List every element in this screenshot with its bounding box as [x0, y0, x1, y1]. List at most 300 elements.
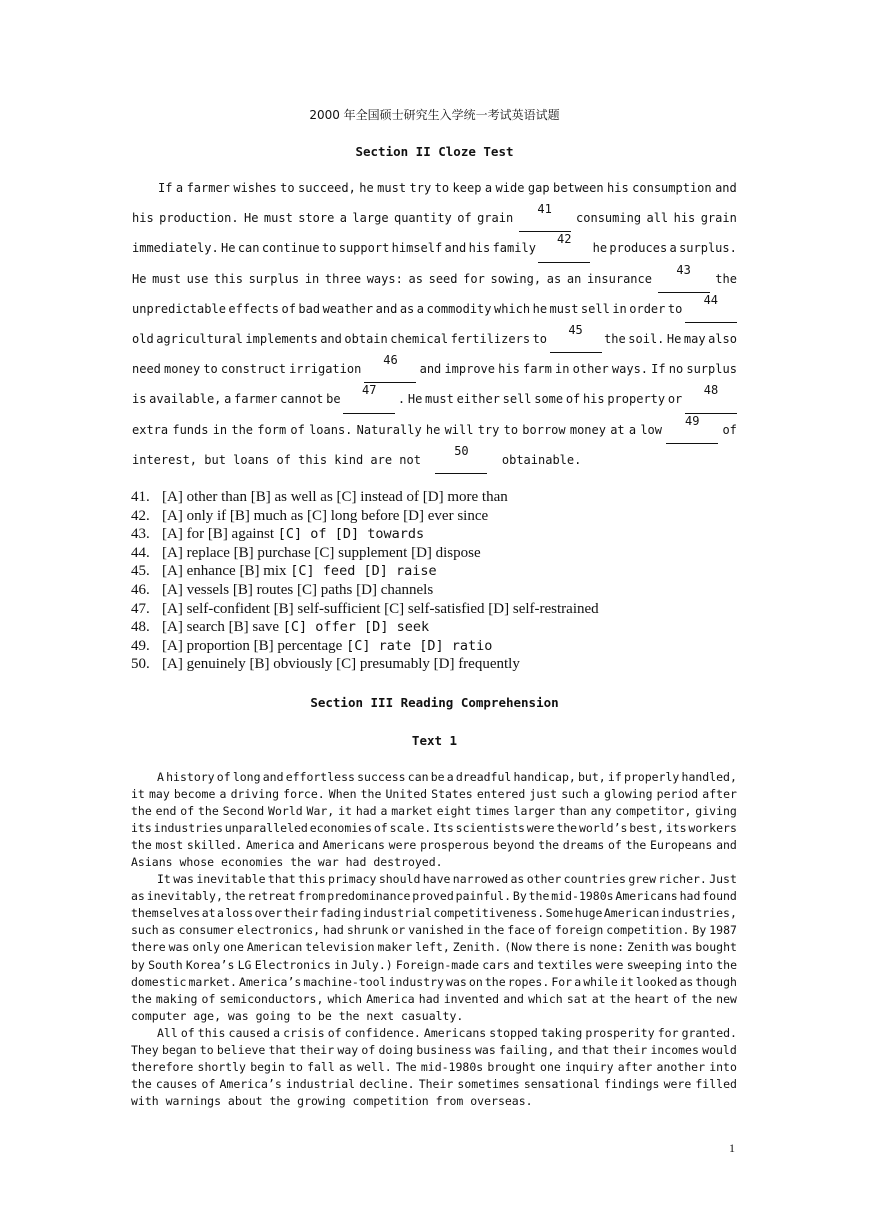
cloze-word: weather [322, 301, 374, 316]
cloze-word: use [186, 271, 209, 286]
cloze-word: try [409, 181, 432, 195]
cloze-word: or [667, 392, 683, 407]
option-number: 46. [131, 581, 150, 598]
reading-word: a [593, 787, 600, 802]
reading-word: which [327, 991, 363, 1006]
reading-word: industries [153, 821, 223, 836]
cloze-word: the [715, 271, 737, 286]
option-row [131, 637, 599, 656]
cloze-blank: 47 [343, 383, 395, 413]
cloze-word: production. [159, 211, 239, 226]
cloze-word: low [640, 422, 662, 437]
reading-word: entered [476, 787, 526, 802]
cloze-word: If [651, 362, 666, 377]
reading-word: textiles [537, 957, 593, 972]
cloze-word: to [667, 301, 683, 316]
option-row [131, 655, 599, 674]
reading-line [131, 820, 737, 837]
reading-word: began [161, 1042, 197, 1057]
reading-line: computer age, was going to be the next casualty. [131, 1008, 464, 1023]
reading-word: of [327, 1025, 342, 1040]
cloze-word: his [673, 211, 696, 226]
reading-word: world’s [578, 821, 628, 836]
reading-word: that [581, 1042, 610, 1057]
reading-word: electronics, [236, 923, 321, 938]
reading-word: of [537, 923, 552, 938]
reading-word: shrunk [346, 923, 389, 938]
reading-word: and [298, 838, 319, 853]
reading-word: ropes. [507, 974, 550, 989]
cloze-word: obtain [344, 331, 388, 346]
reading-word: Electronics [254, 957, 331, 972]
cloze-word: sell [580, 301, 610, 316]
cloze-word: in [612, 301, 627, 316]
reading-word: business [416, 1042, 472, 1057]
cloze-word: bad [298, 301, 321, 316]
reading-word: industrial [285, 1076, 356, 1091]
cloze-word: form [257, 422, 287, 437]
reading-word: in [466, 923, 481, 938]
reading-word: the [538, 838, 560, 853]
cloze-word: between [553, 181, 604, 195]
text1-heading: Text 1 [411, 733, 458, 748]
reading-word: Some [545, 906, 574, 921]
cloze-word: property [607, 392, 666, 407]
reading-word: War, [306, 804, 335, 819]
option-choices: [A] vessels [B] routes [C] paths [D] channels [162, 581, 434, 598]
reading-word: only [192, 940, 221, 955]
cloze-word: is [132, 392, 147, 407]
cloze-word: need [132, 362, 161, 377]
reading-word: effortless [285, 770, 355, 784]
reading-word: taking [540, 1025, 583, 1040]
reading-word: consumer [178, 923, 234, 938]
reading-word: crisis [283, 1025, 325, 1040]
reading-word: end [155, 804, 177, 819]
reading-word: primacy [328, 872, 377, 887]
reading-word: after [702, 787, 737, 802]
option-number: 42. [131, 507, 150, 524]
cloze-word: store [298, 211, 335, 226]
reading-word: the [691, 991, 713, 1006]
cloze-word: commodity [426, 301, 492, 316]
reading-word: vanished [408, 923, 464, 938]
option-row [131, 600, 599, 619]
reading-line [131, 871, 737, 888]
reading-word: Korea’s [185, 957, 235, 972]
reading-word: television [305, 940, 375, 955]
reading-word: to [199, 1042, 214, 1057]
cloze-word: old [132, 331, 154, 346]
reading-word: domestic [131, 974, 187, 989]
reading-word: All [157, 1025, 178, 1040]
reading-word: United [385, 787, 428, 802]
cloze-word: ways: [366, 271, 403, 286]
reading-word: American [246, 940, 303, 955]
cloze-word: to [434, 181, 450, 195]
cloze-word: his [468, 241, 491, 256]
reading-word: their [299, 1042, 335, 1057]
cloze-word: unpredictable [132, 301, 226, 316]
cloze-word: to [503, 422, 519, 437]
reading-word: a [574, 974, 582, 989]
reading-word: if [607, 770, 622, 784]
reading-word: to [289, 1059, 303, 1074]
reading-word: therefore [131, 1059, 194, 1074]
reading-word: of [201, 991, 216, 1006]
cloze-word: agricultural [156, 331, 243, 346]
reading-word: causes [155, 1076, 198, 1091]
cloze-blank: 43 [658, 263, 710, 293]
reading-word: none: [589, 940, 625, 955]
cloze-word: insurance [586, 271, 652, 286]
reading-word: inevitable [196, 872, 266, 887]
reading-word: become [173, 787, 216, 802]
reading-word: themselves [131, 906, 201, 921]
cloze-word: his [607, 181, 629, 195]
reading-word: the [625, 838, 647, 853]
reading-word: the [198, 804, 219, 819]
reading-word: the [131, 804, 152, 819]
cloze-word: He [666, 331, 682, 346]
reading-line [131, 974, 737, 991]
reading-word: and [503, 991, 524, 1006]
reading-word: just [529, 787, 558, 802]
cloze-word: consuming [576, 211, 642, 226]
reading-word: America’s [219, 1076, 282, 1091]
cloze-word: and [715, 181, 737, 195]
reading-word: inquiry [565, 1059, 614, 1074]
reading-word: a [216, 906, 224, 921]
reading-word: believe [216, 1042, 266, 1057]
reading-word: it [619, 974, 634, 989]
reading-word: at [201, 906, 216, 921]
cloze-word: a [669, 241, 677, 256]
reading-word: long [232, 770, 261, 784]
reading-word: there [534, 940, 570, 955]
option-choices: [A] self-confident [B] self-sufficient [C] self-satisfied [D] self-restrained [162, 600, 599, 617]
reading-word: loss [225, 906, 254, 921]
cloze-word: If [158, 181, 173, 195]
reading-word: unparalleled [224, 821, 308, 836]
reading-word: Americans [615, 889, 678, 904]
reading-word: mid-1980s [420, 1059, 484, 1074]
option-row [131, 507, 599, 526]
reading-word: their [612, 1042, 648, 1057]
reading-word: force. [283, 787, 325, 802]
reading-word: countries [563, 872, 626, 887]
reading-word: Zenith. [452, 940, 502, 955]
cloze-line [132, 202, 737, 240]
reading-word: as [161, 923, 176, 938]
reading-word: should [378, 872, 421, 887]
cloze-word: must [152, 271, 182, 286]
cloze-word: implements [245, 331, 318, 346]
cloze-word: other [572, 362, 609, 377]
reading-word: sat [566, 991, 588, 1006]
cloze-word: seed [428, 271, 458, 286]
cloze-word: family [492, 241, 536, 256]
cloze-text: interest, but loans of this kind are not [132, 452, 436, 467]
reading-word: and [716, 838, 737, 853]
reading-word: Americans [423, 1025, 487, 1040]
cloze-word: to [280, 181, 295, 195]
reading-word: were [526, 821, 555, 836]
reading-line: Asians whose economies the war had destroyed. [131, 855, 443, 870]
cloze-word: He [132, 271, 147, 286]
option-choices-mono: [C] offer [D] seek [282, 619, 430, 636]
reading-word: They [131, 1042, 159, 1057]
reading-word: workers [688, 821, 737, 836]
reading-word: it [338, 804, 352, 819]
cloze-word: the [231, 422, 254, 437]
reading-word: (Now [504, 940, 532, 955]
cloze-word: keep [452, 181, 482, 195]
cloze-word: try [477, 422, 500, 437]
reading-word: invented [443, 991, 500, 1006]
reading-word: as [338, 1059, 353, 1074]
cloze-options-list [131, 488, 599, 674]
cloze-word: which [493, 301, 531, 316]
cloze-word: order [629, 301, 666, 316]
reading-word: Its [433, 821, 454, 836]
reading-word: for [657, 1025, 679, 1040]
reading-word: and [557, 1042, 579, 1057]
section-iii-heading: Section III Reading Comprehension [310, 695, 559, 710]
cloze-word: effects [228, 301, 279, 316]
cloze-word: gap [527, 181, 550, 195]
reading-line [131, 786, 737, 803]
cloze-word: succeed, [298, 181, 356, 195]
reading-word: foreign [554, 923, 604, 938]
cloze-word: improve [444, 362, 496, 377]
cloze-word: available, [149, 392, 222, 407]
reading-word: Foreign-made [395, 957, 480, 972]
cloze-word: borrow [522, 422, 566, 437]
reading-word: the [484, 974, 506, 989]
cloze-word: quantity [393, 211, 452, 226]
reading-word: had [679, 889, 701, 904]
reading-word: By [512, 889, 527, 904]
reading-word: most [155, 838, 184, 853]
cloze-word: grain [700, 211, 737, 226]
reading-word: driving [230, 787, 280, 802]
reading-word: the [131, 1076, 152, 1091]
reading-word: competition. [606, 923, 690, 938]
reading-word: were [663, 1076, 692, 1091]
reading-word: fall [307, 1059, 335, 1074]
reading-word: one [540, 1059, 561, 1074]
cloze-word: in [555, 362, 570, 377]
cloze-word: fertilizers [450, 331, 531, 346]
reading-word: its [131, 821, 152, 836]
cloze-word: the [604, 331, 626, 346]
reading-word: prosperity [585, 1025, 655, 1040]
reading-word: had [323, 923, 344, 938]
reading-word: For [551, 974, 573, 989]
cloze-word: farmer [186, 181, 230, 195]
reading-line [131, 1059, 737, 1076]
reading-word: sweeping [626, 957, 683, 972]
cloze-word: his [498, 362, 520, 377]
reading-word: painful. [455, 889, 512, 904]
reading-word: best, [629, 821, 664, 836]
reading-word: well. [357, 1059, 392, 1074]
reading-word: new [716, 991, 737, 1006]
reading-word: brought [487, 1059, 536, 1074]
cloze-word: he [359, 181, 374, 195]
cloze-word: irrigation [289, 362, 362, 377]
reading-word: shortly [197, 1059, 246, 1074]
reading-word: begin [250, 1059, 285, 1074]
cloze-blank: 49 [666, 414, 718, 444]
cloze-word: three [324, 271, 362, 286]
reading-word: face [507, 923, 535, 938]
option-choices: [A] other than [B] as well as [C] instead of [D] more than [162, 489, 508, 505]
cloze-word: and [419, 362, 442, 377]
cloze-word: money [164, 362, 201, 377]
option-choices: [A] replace [B] purchase [C] supplement [D] dispose [162, 544, 481, 561]
cloze-blank: 44 [685, 293, 737, 323]
cloze-word: farm [522, 362, 552, 377]
reading-word: America’s [239, 974, 302, 989]
reading-word: scale. [389, 821, 432, 836]
cloze-word: as [546, 271, 562, 286]
reading-word: findings [604, 1076, 660, 1091]
reading-word: glowing [604, 787, 653, 802]
reading-word: is [572, 940, 587, 955]
reading-word: the [131, 991, 152, 1006]
reading-word: of [361, 1042, 376, 1057]
reading-word: by [131, 957, 145, 972]
cloze-blank: 48 [685, 383, 737, 413]
cloze-word: construct [220, 362, 286, 377]
reading-word: though [695, 974, 737, 989]
reading-word: way [337, 1042, 359, 1057]
reading-word: World [268, 804, 303, 819]
cloze-line [132, 232, 737, 270]
option-choices: [A] genuinely [B] obviously [C] presumably [D] frequently [162, 656, 520, 673]
cloze-word: to [321, 241, 337, 256]
reading-word: of [180, 804, 195, 819]
cloze-word: He [407, 392, 423, 407]
reading-word: as [510, 872, 525, 887]
reading-word: caused [228, 1025, 271, 1040]
reading-word: incomes [650, 1042, 699, 1057]
reading-word: than [559, 804, 587, 819]
reading-word: into [709, 1059, 737, 1074]
cloze-word: as [399, 301, 415, 316]
reading-word: July.) [351, 957, 393, 972]
cloze-word: in [212, 422, 228, 437]
reading-word: stopped [489, 1025, 538, 1040]
reading-word: as [131, 889, 145, 904]
cloze-word: surplus [248, 271, 300, 286]
reading-word: times [475, 804, 510, 819]
reading-word: giving [695, 804, 737, 819]
cloze-word: ways. [611, 362, 649, 377]
cloze-word: himself [391, 241, 443, 256]
cloze-word: and [375, 301, 398, 316]
reading-word: Zenith [627, 940, 669, 955]
reading-word: the [224, 889, 246, 904]
cloze-word: he [532, 301, 548, 316]
cloze-passage [132, 180, 737, 482]
cloze-word: of [281, 301, 296, 316]
cloze-word: and [320, 331, 342, 346]
cloze-line [132, 262, 737, 301]
reading-word: from [297, 889, 326, 904]
reading-word: other [526, 872, 562, 887]
reading-word: was [671, 940, 693, 955]
reading-word: economies [309, 821, 373, 836]
reading-word: of [216, 770, 231, 784]
cloze-word: of [290, 422, 305, 437]
reading-word: the [360, 787, 382, 802]
reading-word: and [262, 770, 284, 784]
cloze-word: . [397, 392, 406, 407]
reading-word: were [388, 838, 417, 853]
cloze-line [132, 180, 737, 210]
cloze-word: surplus. [679, 241, 737, 256]
reading-word: dreams [562, 838, 605, 853]
reading-word: this [297, 872, 326, 887]
option-row [131, 562, 599, 581]
reading-line [131, 769, 737, 786]
reading-word: of [201, 1076, 216, 1091]
cloze-word: some [534, 392, 564, 407]
cloze-word: may [683, 331, 706, 346]
reading-word: as [679, 974, 694, 989]
option-choices: [A] for [B] against [162, 526, 278, 543]
reading-word: its [665, 821, 687, 836]
option-number: 41. [131, 489, 150, 505]
reading-word: the [716, 957, 737, 972]
reading-word: When [328, 787, 357, 802]
reading-word: at [591, 991, 606, 1006]
reading-word: the [483, 923, 505, 938]
reading-word: looked [635, 974, 678, 989]
cloze-word: continue [261, 241, 320, 256]
option-choices: [A] enhance [B] mix [162, 563, 291, 580]
reading-word: richer. [658, 872, 707, 887]
reading-word: of [373, 821, 388, 836]
cloze-word: his [132, 211, 154, 226]
cloze-word: a [339, 211, 347, 226]
cloze-line [132, 292, 737, 331]
page-number: 1 [729, 1141, 735, 1155]
cloze-word: wishes [233, 181, 277, 195]
reading-word: fading [319, 906, 362, 921]
cloze-line [132, 353, 737, 391]
cloze-blank: 45 [550, 323, 602, 353]
cloze-blank: 41 [519, 202, 571, 232]
reading-word: inevitably, [146, 889, 223, 904]
cloze-word: immediately. [132, 241, 219, 256]
option-choices-mono: [C] feed [D] raise [290, 563, 437, 580]
cloze-word: he [425, 422, 441, 437]
reading-word: retreat [247, 889, 296, 904]
reading-word: a [219, 787, 227, 802]
cloze-word: support [338, 241, 390, 256]
cloze-line [132, 383, 737, 421]
cloze-word: Naturally [356, 422, 422, 437]
reading-word: sometimes [457, 1076, 520, 1091]
reading-word: their [283, 906, 319, 921]
cloze-word: of [722, 422, 737, 437]
reading-word: such [561, 787, 589, 802]
reading-word: the [528, 889, 550, 904]
